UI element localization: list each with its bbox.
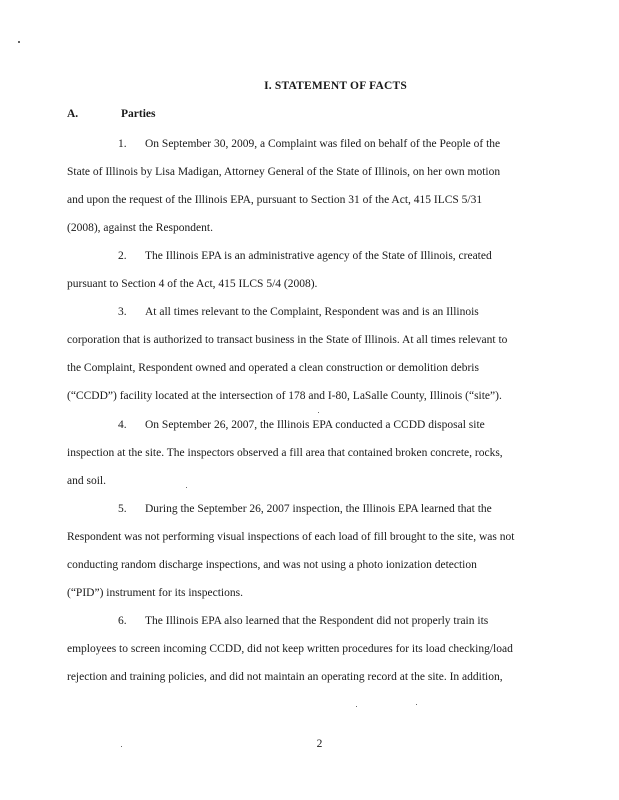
paragraph-line: pursuant to Section 4 of the Act, 415 ILCS 5/4 (2008). [67,278,318,290]
scan-speck [356,706,357,707]
scan-speck [18,41,20,43]
paragraph-line: During the September 26, 2007 inspection, the Illinois EPA learned that the [145,503,492,515]
paragraph-number: 6. [118,615,127,627]
paragraph-line: (“PID”) instrument for its inspections. [67,587,243,599]
subsection-title: Parties [121,108,156,120]
paragraph-line: The Illinois EPA is an administrative agency of the State of Illinois, created [145,250,492,262]
paragraph-line: On September 26, 2007, the Illinois EPA conducted a CCDD disposal site [145,419,485,431]
paragraph-number: 5. [118,503,127,515]
paragraph-line: The Illinois EPA also learned that the Respondent did not properly train its [145,615,489,627]
paragraph-number: 1. [118,138,127,150]
paragraph-line: conducting random discharge inspections, and was not using a photo ionization detection [67,559,477,571]
subsection-letter: A. [67,108,79,120]
paragraph-line: and upon the request of the Illinois EPA, pursuant to Section 31 of the Act, 415 ILCS 5/31 [67,194,483,206]
paragraph-line: employees to screen incoming CCDD, did not keep written procedures for its load checking/load [67,643,513,655]
paragraph-number: 3. [118,306,127,318]
paragraph-number: 2. [118,250,127,262]
paragraph-line: corporation that is authorized to transact business in the State of Illinois. At all times relevant to [67,334,508,346]
scan-speck [318,412,319,413]
paragraph-line: On September 30, 2009, a Complaint was filed on behalf of the People of the [145,138,501,150]
section-heading: I. STATEMENT OF FACTS [264,80,407,92]
scan-speck [416,704,417,705]
paragraph-line: the Complaint, Respondent owned and operated a clean construction or demolition debris [67,362,479,374]
paragraph-line: and soil. [67,475,106,487]
paragraph-line: Respondent was not performing visual inspections of each load of fill brought to the site, was not [67,531,515,543]
scan-speck [121,746,122,747]
paragraph-number: 4. [118,419,127,431]
paragraph-line: rejection and training policies, and did not maintain an operating record at the site. In addition, [67,671,503,683]
paragraph-line: (“CCDD”) facility located at the intersection of 178 and I-80, LaSalle County, Illinois (“site”). [67,390,502,402]
page-number: 2 [316,738,323,750]
paragraph-line: inspection at the site. The inspectors observed a fill area that contained broken concrete, rocks, [67,447,503,459]
scan-speck [186,487,187,488]
paragraph-line: At all times relevant to the Complaint, Respondent was and is an Illinois [145,306,479,318]
paragraph-line: (2008), against the Respondent. [67,222,213,234]
paragraph-line: State of Illinois by Lisa Madigan, Attorney General of the State of Illinois, on her own motion [67,166,501,178]
